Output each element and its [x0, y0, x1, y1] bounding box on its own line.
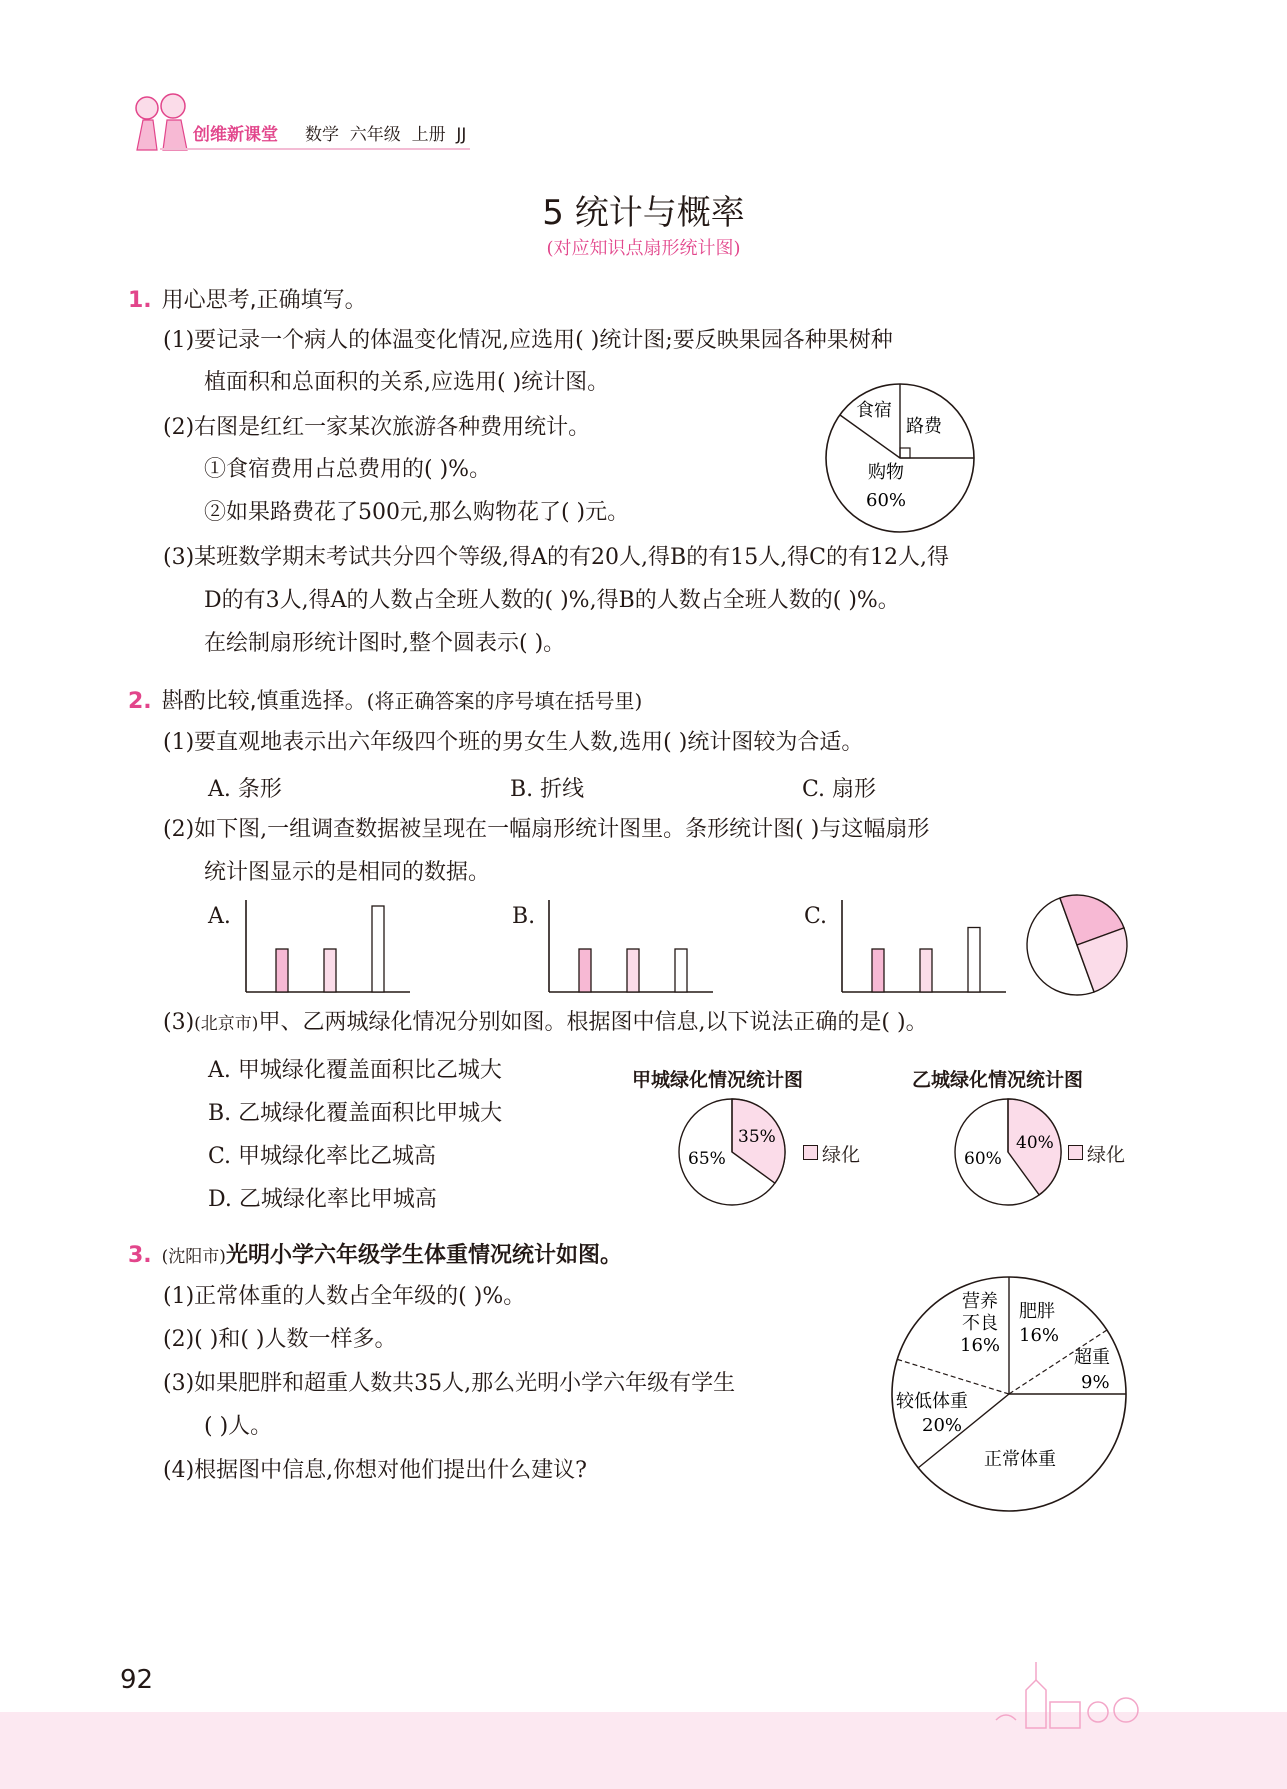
bar-c-1: [872, 949, 884, 992]
page-title: 5 统计与概率: [542, 193, 745, 233]
travel-pie-label-food: 食宿: [856, 400, 892, 421]
q2-number: 2.: [128, 689, 152, 714]
q2-p3-option-c: C. 甲城绿化率比乙城高: [208, 1144, 437, 1169]
castle-decoration-icon: [986, 1650, 1156, 1730]
q2-p2-letter-a: A.: [208, 904, 231, 929]
q2-p2-letter-b: B.: [512, 904, 536, 929]
q3-p2: (2)( )和( )人数一样多。: [163, 1327, 397, 1352]
q3-title: 光明小学六年级学生体重情况统计如图。: [225, 1243, 622, 1268]
q2-p3-line: [163, 1008, 928, 1039]
header-divider: [160, 148, 470, 150]
q2-heading: [128, 684, 642, 715]
q1-heading: [128, 283, 367, 314]
weight-label-malnutrition-2: 不良: [962, 1313, 998, 1334]
jia-chart-title: 甲城绿化情况统计图: [632, 1069, 804, 1091]
weight-label-low: 较低体重: [896, 1391, 968, 1412]
q2-p3-prefix: (3): [163, 1010, 195, 1035]
q3-p3-line2: ( )人。: [204, 1414, 273, 1439]
q2-p1-option-b: B. 折线: [510, 777, 585, 802]
q3-p3-line1: (3)如果肥胖和超重人数共35人,那么光明小学六年级有学生: [163, 1371, 736, 1396]
travel-pie-label-shopping-pct: 60%: [866, 490, 907, 511]
q2-p3-option-b: B. 乙城绿化覆盖面积比甲城大: [208, 1101, 503, 1126]
q2-p2-letter-c: C.: [804, 904, 828, 929]
q1-title: 用心思考,正确填写。: [161, 288, 367, 313]
bar-c-3: [968, 928, 980, 993]
q3-p4: (4)根据图中信息,你想对他们提出什么建议?: [163, 1458, 587, 1483]
bar-b-3: [675, 949, 687, 992]
bar-a-2: [324, 949, 336, 992]
yi-pie-green-pct: 40%: [1016, 1133, 1054, 1153]
yi-chart-title: 乙城绿化情况统计图: [912, 1069, 1084, 1091]
bar-chart-b: [543, 900, 715, 996]
weight-label-obese: 肥胖: [1019, 1301, 1055, 1322]
bar-b-1: [579, 949, 591, 992]
survey-pie-chart: [1024, 892, 1130, 998]
jia-legend-label: 绿化: [822, 1144, 861, 1166]
header-brand: 创维新课堂: [193, 125, 278, 145]
yi-pie-other-pct: 60%: [964, 1149, 1002, 1169]
q1-p3-line1: (3)某班数学期末考试共分四个等级,得A的有20人,得B的有15人,得C的有12人,得: [163, 545, 950, 570]
weight-label-low-pct: 20%: [922, 1415, 963, 1436]
jia-pie-other-pct: 65%: [688, 1149, 726, 1169]
q1-p2-line1: (2)右图是红红一家某次旅游各种费用统计。: [163, 415, 591, 440]
q2-p1-option-a: A. 条形: [208, 777, 282, 802]
q1-p1-line2: 植面积和总面积的关系,应选用( )统计图。: [204, 370, 610, 395]
q1-p1-line1: (1)要记录一个病人的体温变化情况,应选用( )统计图;要反映果园各种果树种: [163, 328, 893, 353]
q2-p3-source: (北京市): [194, 1014, 259, 1034]
q2-p2-line2: 统计图显示的是相同的数据。: [204, 860, 491, 885]
q3-p1: (1)正常体重的人数占全年级的( )%。: [163, 1284, 526, 1309]
q3-source: (沈阳市): [161, 1247, 226, 1267]
bar-b-2: [627, 949, 639, 992]
q2-p3-option-d: D. 乙城绿化率比甲城高: [208, 1187, 437, 1212]
q2-p2-line1: (2)如下图,一组调查数据被呈现在一幅扇形统计图里。条形统计图( )与这幅扇形: [163, 817, 930, 842]
q3-number: 3.: [128, 1243, 152, 1268]
q2-note: (将正确答案的序号填在括号里): [366, 689, 643, 713]
jia-legend-swatch: [803, 1145, 818, 1160]
jia-green-pie-chart: [676, 1096, 788, 1208]
weight-label-malnutrition-pct: 16%: [960, 1335, 1001, 1356]
weight-label-malnutrition-1: 营养: [962, 1291, 998, 1312]
yi-legend-swatch: [1068, 1145, 1083, 1160]
q2-p1-option-c: C. 扇形: [802, 777, 877, 802]
yi-legend-label: 绿化: [1087, 1144, 1126, 1166]
q1-p3-line2: D的有3人,得A的人数占全班人数的( )%,得B的人数占全班人数的( )%。: [204, 588, 900, 613]
q1-p3-line3: 在绘制扇形统计图时,整个圆表示( )。: [204, 631, 566, 656]
bar-a-3: [372, 906, 384, 992]
bar-chart-c: [836, 900, 1008, 996]
header-book-info: 数学 六年级 上册 JJ: [305, 125, 467, 145]
q1-p2-line2: ①食宿费用占总费用的( )%。: [204, 457, 492, 482]
q1-p2-line3: ②如果路费花了500元,那么购物花了( )元。: [204, 500, 630, 525]
weight-pie-chart: [888, 1273, 1130, 1515]
weight-label-overweight: 超重: [1074, 1347, 1110, 1368]
jia-pie-green-pct: 35%: [738, 1127, 776, 1147]
bar-chart-a: [240, 900, 412, 996]
weight-label-normal: 正常体重: [984, 1449, 1056, 1470]
travel-cost-pie-chart: [822, 380, 978, 536]
travel-pie-label-shopping: 购物: [868, 462, 904, 483]
weight-label-overweight-pct: 9%: [1081, 1372, 1110, 1393]
q2-p3-text: 甲、乙两城绿化情况分别如图。根据图中信息,以下说法正确的是( )。: [258, 1010, 928, 1035]
q1-number: 1.: [128, 288, 152, 313]
page-subtitle: (对应知识点扇形统计图): [546, 238, 741, 259]
kids-logo-icon: [125, 90, 203, 154]
bar-a-1: [276, 949, 288, 992]
q3-heading: [128, 1238, 622, 1269]
bar-c-2: [920, 949, 932, 992]
page-number: 92: [120, 1665, 154, 1695]
q2-p3-option-a: A. 甲城绿化覆盖面积比乙城大: [208, 1058, 502, 1083]
travel-pie-label-travel: 路费: [906, 416, 942, 437]
weight-label-obese-pct: 16%: [1019, 1325, 1060, 1346]
q2-title: 斟酌比较,慎重选择。: [161, 689, 367, 714]
yi-green-pie-chart: [952, 1096, 1064, 1208]
q2-p1-line: (1)要直观地表示出六年级四个班的男女生人数,选用( )统计图较为合适。: [163, 730, 864, 755]
